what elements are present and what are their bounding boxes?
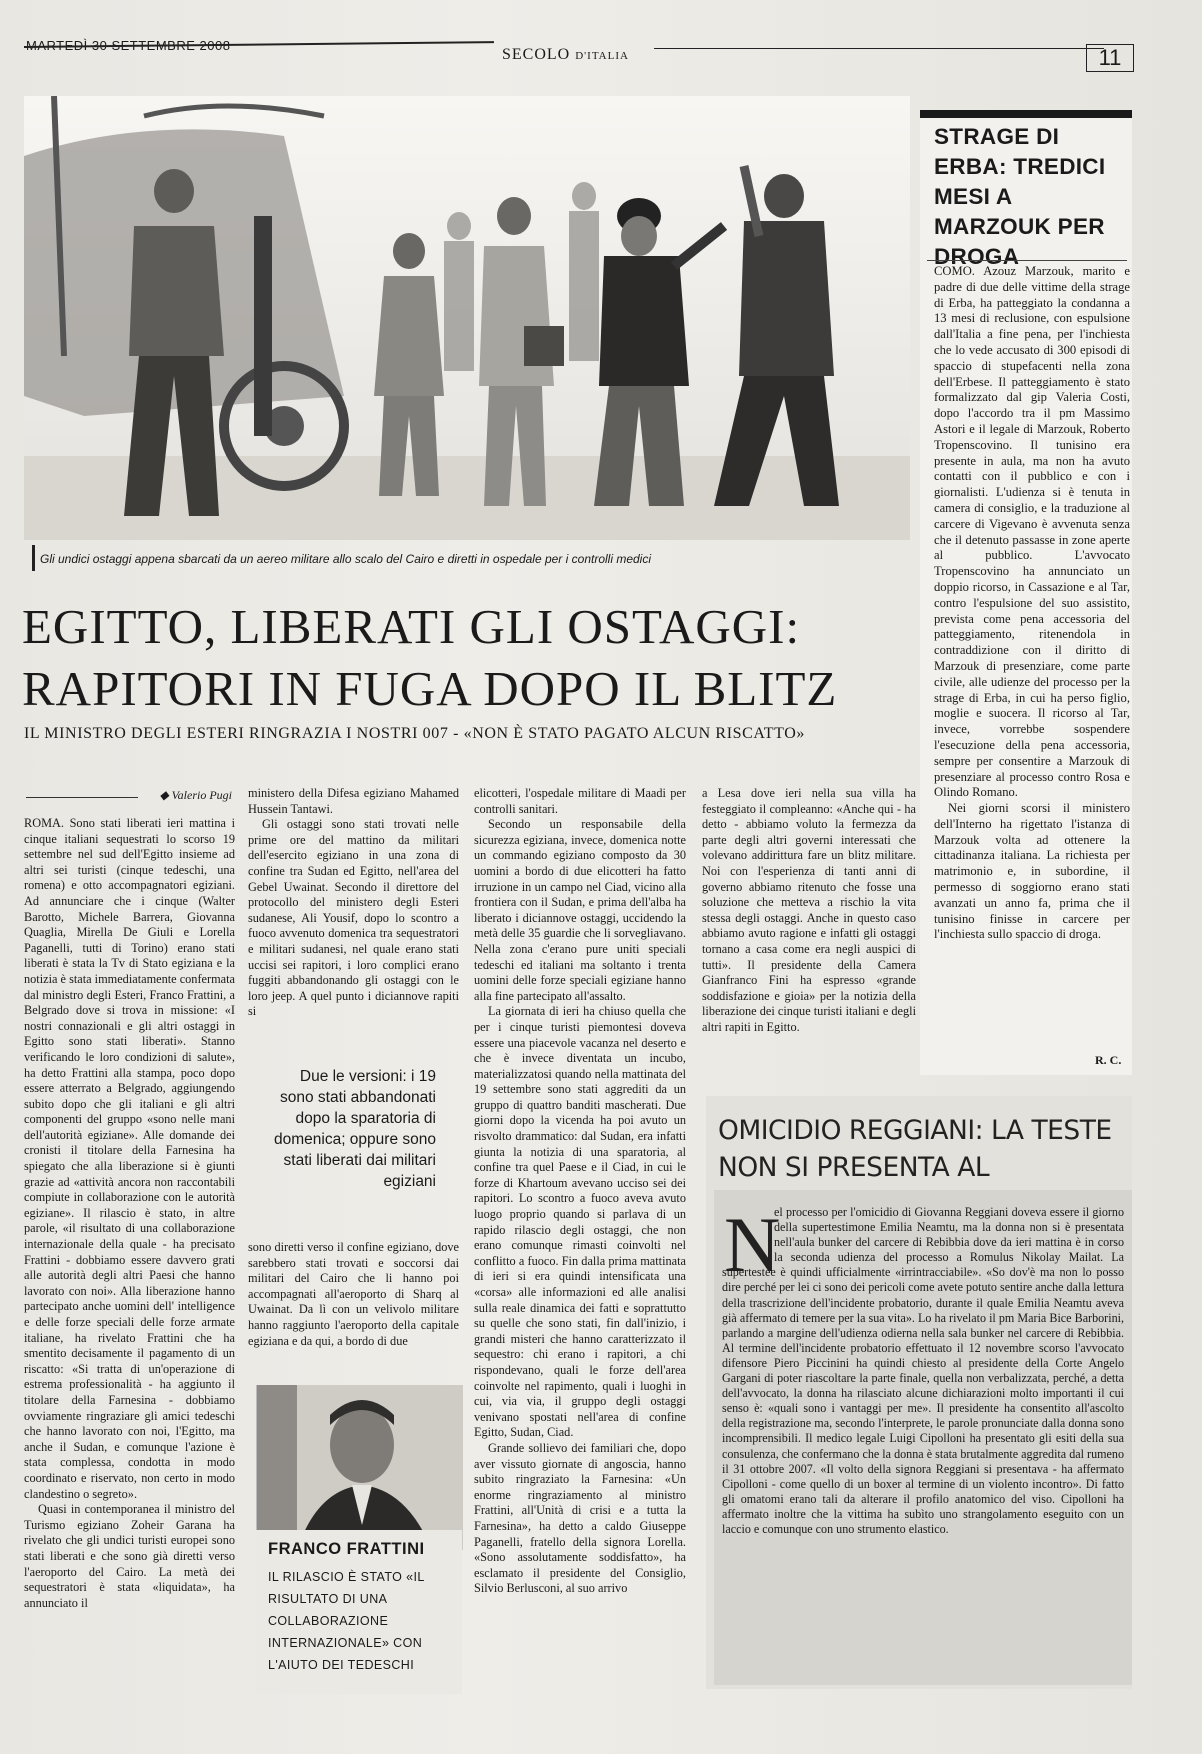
article-paragraph: Quasi in contemporanea il ministro del Turismo egiziano Zoheir Garana ha rivelato che gli undici turisti europei sono stati liberati e che sono già diretti verso l'aeroporto del Cairo. La metà dei sequestratori è stata «liquidata», ha annunciato il [24,1502,235,1610]
article-paragraph: sono diretti verso il confine egiziano, dove sarebbero stati trovati e soccorsi dai militari del Cairo che li hanno poi accompagnati all'aeroporto di Sharq al Uwainat. Da lì con un velivolo militare hanno raggiunto l'aeroporto della capitale egiziana e da qui, a bordo di due [248,1240,459,1348]
article-column-1 [24,816,235,1694]
article-column-2-bottom [248,1240,459,1380]
article-paragraph: Gli ostaggi sono stati trovati nelle prime ore del mattino da militari dell'esercito egiziano in una zona di confine tra Sudan ed Egitto, nell'area del Gebel Uwainat. Secondo il direttore del protocollo del ministero degli Esteri sudanese, Ali Yousif, dopo lo scontro a fuoco avvenuto domenica tra sequestratori e militari sudanesi, nel quale erano stati uccisi sei rapitori, i loro complici erano fuggiti abbandonando gli ostaggi con le loro jeep. A quel punto i diciannove rapiti si [248,817,459,1019]
article-paragraph: ministero della Difesa egiziano Mahamed Hussein Tantawi. [248,786,459,816]
article-column-4 [702,786,916,1066]
headline-line-1: EGITTO, LIBERATI GLI OSTAGGI: [22,599,801,654]
sidebar-signature: R. C. [1095,1053,1122,1067]
frattini-quote: IL RILASCIO È STATO «IL RISULTATO DI UNA COLLABORAZIONE INTERNAZIONALE» CON L'AIUTO DEI TEDESCHI [268,1570,425,1672]
drop-cap-spacer [722,1205,774,1263]
page-number: 11 [1086,44,1134,72]
drop-cap: N [724,1201,781,1288]
reggiani-body [722,1201,1124,1680]
article-column-2-top [248,786,459,1052]
photo-illustration [24,96,910,540]
author-name: Valerio Pugi [171,788,232,802]
reggiani-title: OMICIDIO REGGIANI: LA TESTE NON SI PRESENTA AL [718,1115,1112,1183]
article-paragraph: elicotteri, l'ospedale militare di Maadi per controlli sanitari. [474,786,686,816]
photo-caption: Gli undici ostaggi appena sbarcati da un aereo militare allo scalo del Cairo e diretti in ospedale per i controlli medici [40,552,651,566]
masthead [502,46,629,64]
paper-suffix: D'ITALIA [575,50,629,62]
reggiani-paragraph [722,1201,1124,1537]
subheadline: IL MINISTRO DEGLI ESTERI RINGRAZIA I NOSTRI 007 - «NON È STATO PAGATO ALCUN RISCATTO» [24,725,805,742]
sidebar-rule [927,260,1127,261]
article-paragraph: a Lesa dove ieri nella sua villa ha festeggiato il compleanno: «Anche qui - ha detto - abbiamo voluto la fermezza da parte degli altri governi interessati che volevano addirittura fare un blitz militare. Noi con l'esperienza di tanti anni di governo abbiamo ritenuto che fosse una soluzione che metteva a rischio la vita stessa degli ostaggi. Anche in questo caso abbiamo avuto ragione e infatti gli ostaggi tornano a casa come era negli auspici di tutti». Il presidente della Camera Gianfranco Fini ha espresso «grande soddisfazione e gioia» per la notizia della liberazione dei cinque turisti italiani e degli altri rapiti in Egitto. [702,786,916,1034]
frattini-portrait [256,1385,463,1550]
sidebar-paragraph: COMO. Azouz Marzouk, marito e padre di due delle vittime della strage di Erba, ha patteggiato la condanna a 13 mesi di reclusione, con espulsione dall'Italia a fine pena, per l'inchiesta che lo vede accusato di 300 episodi di spaccio di stupefacenti nella zona dell'Erbese. Il patteggiamento è stato formalizzato dal gip Valeria Costi, dopo l'accordo tra il pm Massimo Astori e il legale di Marzouk, Roberto Tropenscovino. Il tunisino era presente in aula, ma non ha avuto contatti con il pubblico e con i giornalisti. L'udienza si è tenuta in camera di consiglio, e la traduzione al carcere di Vigevano è avvenuta senza che il detenuto passasse in zone aperte al pubblico. L'avvocato Tropenscovino ha annunciato un doppio ricorso, in Cassazione e al Tar, contro l'espulsione del suo assistito, prevista come pena accessoria del patteggiamento, ritenendola in contraddizione con il diritto di Marzouk di presenziare, come parte civile, alle udienze del processo per la strage di Erba, in cui ha perso figlio, moglie e suocera. Il ricorso al Tar, invece, vorrebbe sospendere l'esecuzione della pena accessoria, sempre per consentire a Marzouk di presenziare al processo contro Rosa e Olindo Romano. [934,264,1130,800]
headline-line-2: RAPITORI IN FUGA DOPO IL BLITZ [22,661,838,716]
main-headline [22,596,922,720]
sidebar-body [934,264,1130,1050]
header-rule-right [654,48,1104,49]
issue-date: MARTEDÌ 30 SETTEMBRE 2008 [26,38,231,53]
article-column-3 [474,786,686,1694]
article-paragraph: Secondo un responsabile della sicurezza egiziana, invece, domenica notte un commando egiziano composto da 30 uomini a bordo di due elicotteri ha fatto irruzione in un campo nel Ciad, vicino alla frontiera con il Sudan, e prima dell'alba ha liberato i diciannove ostaggi, uccidendo la metà delle 35 guardie che li sorvegliavano. Nella zona c'erano pure uniti speciali tedeschi ed italiani ma soltanto i trenta uomini delle forze speciali egiziane hanno alla fine partecipato all'assalto. [474,817,686,1003]
frattini-quote-box [256,1530,462,1694]
portrait-photo [257,1385,463,1550]
hostages-photo [24,96,910,540]
article-paragraph: ROMA. Sono stati liberati ieri mattina i cinque italiani sequestrati lo scorso 19 settembre nel sud dell'Egitto insieme ad altri sei turisti (cinque tedeschi, una romena) e otto accompagnatori egiziani. Ad annunciare che i cinque (Walter Barotto, Michele Barrera, Giovanna Quaglia, Mirella De Giuli e Lorella Paganelli, tutti di Torino) erano stati liberati è stata la Tv di Stato egiziana e la notizia è stata immediatamente confermata dal ministro degli Esteri, Franco Frattini, a Belgrado dove si trova in missione: «I nostri connazionali e gli altri ostaggi in Egitto sono stati liberati». Stanno verificando le loro condizioni di salute», ha detto Frattini alla stampa, poco dopo essere atterrato a Belgrado, aggiungendo subito dopo che gli italiani e gli altri componenti del gruppo «sono nelle mani dell'autorità egiziane». Alle domande dei cronisti il titolare della Farnesina ha spiegato che alla liberazione si è giunti grazie ad «attività ancora non raccontabili compiute in collaborazione con le autorità egiziane». Il rilascio è stato, in altre parole, «il risultato di una collaborazione internazionale della quale - ha precisato Frattini - dobbiamo essere davvero grati alle autorità degli altri Paesi che hanno lavorato con noi». Alla liberazione hanno partecipato anche uomini dell' intelligence e delle forze speciali delle forze armate italiane, ha rivelato Frattini che ha smentito decisamente il pagamento di un riscatto: «Si tratta di un'operazione di estrema professionalità - ha aggiunto il titolare della Farnesina - dobbiamo ovviamente ringraziare gli amici tedeschi che hanno lavorato con noi, l'Egitto, ma anche il Sudan, e comunque l'azione è stata complessa, condotta in modo coordinato e riservato, non certo in modo clandestino o segreto». [24,816,235,1501]
paper-name: SECOLO [502,46,571,63]
sidebar-top-bar [920,110,1132,118]
caption-bar [32,545,35,571]
byline: ◆ Valerio Pugi [159,788,232,802]
article-paragraph: Grande sollievo dei familiari che, dopo aver vissuto giornate di angoscia, hanno subito ringraziato la Farnesina: «Un enorme ringraziamento al ministro Frattini, all'Unità di crisi e a tutta la Farnesina», ha detto a caldo Giuseppe Paganelli, fratello della signora Lorella. «Sono assolutamente soddisfatto», ha esclamato il presidente del Consiglio, Silvio Berlusconi, al suo arrivo [474,1440,686,1596]
sidebar-paragraph: Nei giorni scorsi il ministero dell'Interno ha rigettato l'istanza di Marzouk volta ad ottenere la cittadinanza italiana. La richiesta per matrimonio e, in subordine, il permesso di soggiorno erano stati avanzati un anno fa, prima che il tunisino finisse in carcere per l'inchiesta sullo spaccio di droga. [934,801,1130,942]
reggiani-text: el processo per l'omicidio di Giovanna Reggiani doveva essere il giorno della supertestimone Emilia Neamtu, ma la donna non si è presentata nell'aula bunker del carcere di Rebibbia dove da ieri mattina è in corso la seconda udienza del processo a Romulus Nikolay Mailat. La supertestee è quindi ufficialmente «irrintracciabile». «So dov'è ma non lo posso dire perché per lei ci sono dei pericoli come avete potuto sentire anche dalla lettura della trascrizione dell'incidente probatorio, durante il quale Emilia Neamtu aveva già affermato di temere per la sua vita». Lo ha rivelato il pm Maria Bice Barborini, parlando a margine dell'udienza odierna nella sala bunker nel carcere di Rebibbia. Al termine dell'incidente probatorio effettuato il 12 novembre scorso l'avvocato difensore Piero Piccinini ha quindi chiesto al presidente della Corte Angelo Gargani di poter riascoltare la parte finale, quella non verbalizzata, perché, a detta dell'avvocato, la donna ha rilasciato alcune dichiarazioni molto importanti il cui senso è: «quali sono i vantaggi per me». Il presidente ha consentito all'ascolto della registrazione ma, secondo l'interprete, le parole pronunciate dalla donna sono incomprensibili. Il medico legale Luigi Cipolloni ha presentato gli esiti della sua consulenza, che confermano che la donna è stata brutalmente aggredita dal rumeno il 31 ottobre 2007. «Il volto della signora Reggiani si presentava - ha affermato Cipolloni - come quello di un boxer al termine di un violento incontro». Di fatto gli omatomi erano tali da alterare il profilo anatomico del viso. Cipolloni ha affermato inoltre che la vittima ha subìto uno strangolamento eseguito con un laccio e comunque con uno strumento elastico. [722,1205,1124,1536]
sidebar-title: STRAGE DI ERBA: TREDICI MESI A MARZOUK PER DROGA [934,124,1106,269]
page-header [24,30,1134,78]
pull-quote: Due le versioni: i 19 sono stati abbandonati dopo la sparatoria di domenica; oppure sono stati liberati dai militari egiziani [273,1068,436,1190]
frattini-name: FRANCO FRATTINI [268,1540,425,1558]
article-paragraph: La giornata di ieri ha chiuso quella che per i cinque turisti piemontesi doveva essere una piacevole vacanza nel deserto e che è invece diventata un incubo, materializzatosi quando nella mattinata del 19 settembre sono stati aggrediti da un gruppo di quattro banditi mascherati. Due giorni dopo la vicenda ha poi avuto un risvolto drammatico: dal Sudan, era infatti giunta la notizia di una sparatoria, al confine tra quel Paese e il Ciad, in cui le forze di Khartoum avevano ucciso sei dei rapitori. Lo scontro a fuoco aveva avuto luogo proprio quando si parlava di un rapido rilascio degli ostaggi, che non erano comunque rimasti coinvolti nel conflitto a fuoco. Fin dalla prima mattinata di ieri si era quindi intensificata una «corsa» alle informazioni ed alle analisi sulla reale dinamica dei fatti e soprattutto su quelle che sono stati, fin dall'inizio, i grandi misteri che hanno caratterizzato il sequestro: chi erano i rapitori, a chi rispondevano, quali le forze dell'area coinvolte nel rapimento, quali i luoghi in cui, via via, il gruppo degli ostaggi venivano spostati nell'area di confine Egitto, Sudan, Ciad. [474,1004,686,1440]
